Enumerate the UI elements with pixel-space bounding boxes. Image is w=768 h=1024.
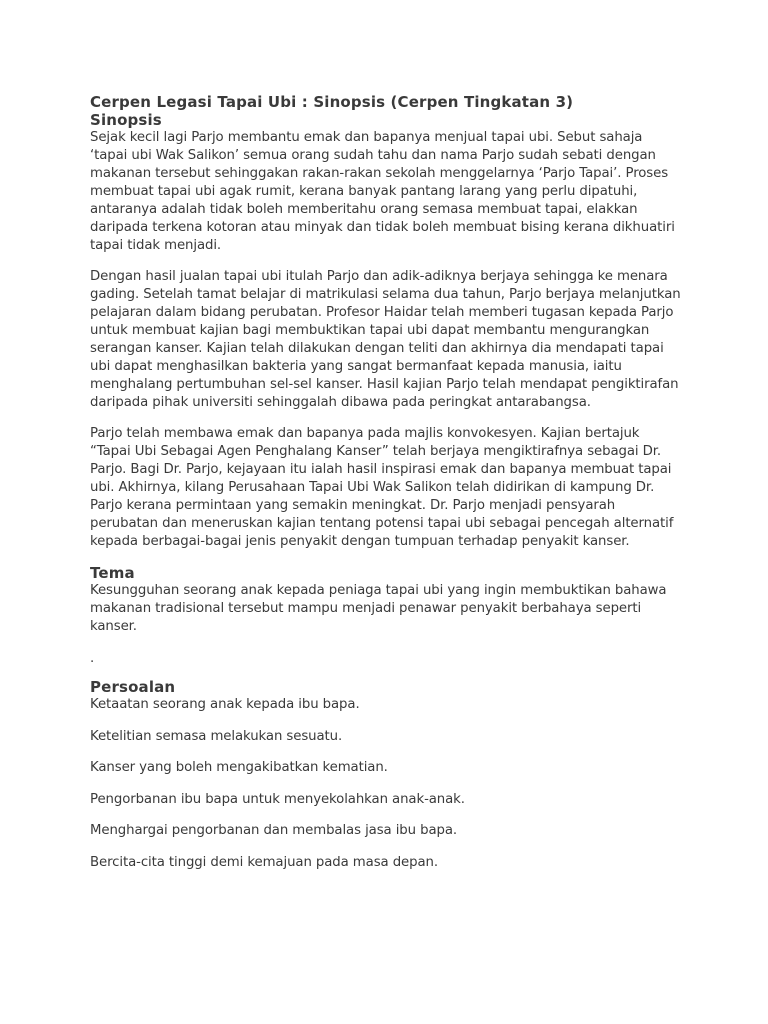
persoalan-item: Menghargai pengorbanan dan membalas jasa ibu bapa. <box>90 823 458 838</box>
persoalan-item: Bercita-cita tinggi demi kemajuan pada masa depan. <box>90 854 438 870</box>
tema-text: Kesungguhan seorang anak kepada peniaga tapai ubi yang ingin membuktikan bahawa makanan tradisional tersebut mampu menjadi penawar penyakit berbahaya seperti kanser. <box>90 583 667 634</box>
tema-heading: Tema <box>90 564 135 582</box>
sinopsis-paragraph-1: Sejak kecil lagi Parjo membantu emak dan bapanya menjual tapai ubi. Sebut sahaja ‘tapai ubi Wak Salikon’ semua orang sudah tahu dan nama Parjo sudah sebati dengan makanan tersebut sehinggakan rakan-rakan sekolah menggelarnya ‘Parjo Tapai’. Proses membuat tapai ubi agak rumit, kerana banyak pantang larang yang perlu dipatuhi, antaranya adalah tidak boleh memberitahu orang semasa membuat tapai, elakkan daripada terkena kotoran atau minyak dan tidak boleh membuat bising kerana dikhuatiri tapai tidak menjadi. <box>90 130 675 253</box>
sinopsis-paragraph-2: Dengan hasil jualan tapai ubi itulah Parjo dan adik-adiknya berjaya sehingga ke menara gading. Setelah tamat belajar di matrikulasi selama dua tahun, Parjo berjaya melanjutkan pelajaran dalam bidang perubatan. Profesor Haidar telah memberi tugasan kepada Parjo untuk membuat kajian bagi membuktikan tapai ubi dapat membantu mengurangkan serangan kanser. Kajian telah dilakukan dengan teliti dan akhirnya dia mendapati tapai ubi dapat menghasilkan bakteria yang sangat bermanfaat kepada manusia, iaitu menghalang pertumbuhan sel-sel kanser. Hasil kajian Parjo telah mendapat pengiktirafan daripada pihak universiti sehinggalah dibawa pada peringkat antarabangsa. <box>90 269 681 410</box>
persoalan-item: Kanser yang boleh mengakibatkan kematian. <box>90 760 388 775</box>
persoalan-item: Ketelitian semasa melakukan sesuatu. <box>90 728 343 744</box>
separator-dot: . <box>90 651 95 666</box>
sinopsis-heading: Sinopsis <box>90 111 162 129</box>
document-title: Cerpen Legasi Tapai Ubi : Sinopsis (Cerpen Tingkatan 3) <box>90 93 574 111</box>
document-content <box>90 93 682 885</box>
persoalan-item: Ketaatan seorang anak kepada ibu bapa. <box>90 697 360 712</box>
sinopsis-paragraph-3: Parjo telah membawa emak dan bapanya pada majlis konvokesyen. Kajian bertajuk “Tapai Ubi Sebagai Agen Penghalang Kanser” telah berjaya mengiktirafnya sebagai Dr. Parjo. Bagi Dr. Parjo, kejayaan itu ialah hasil inspirasi emak dan bapanya membuat tapai ubi. Akhirnya, kilang Perusahaan Tapai Ubi Wak Salikon telah didirikan di kampung Dr. Parjo kerana permintaan yang semakin meningkat. Dr. Parjo menjadi pensyarah perubatan dan meneruskan kajian tentang potensi tapai ubi sebagai pencegah alternatif kepada berbagai-bagai jenis penyakit dengan tumpuan terhadap penyakit kanser. <box>90 426 674 549</box>
persoalan-item: Pengorbanan ibu bapa untuk menyekolahkan anak-anak. <box>90 791 465 807</box>
persoalan-heading: Persoalan <box>90 678 176 696</box>
